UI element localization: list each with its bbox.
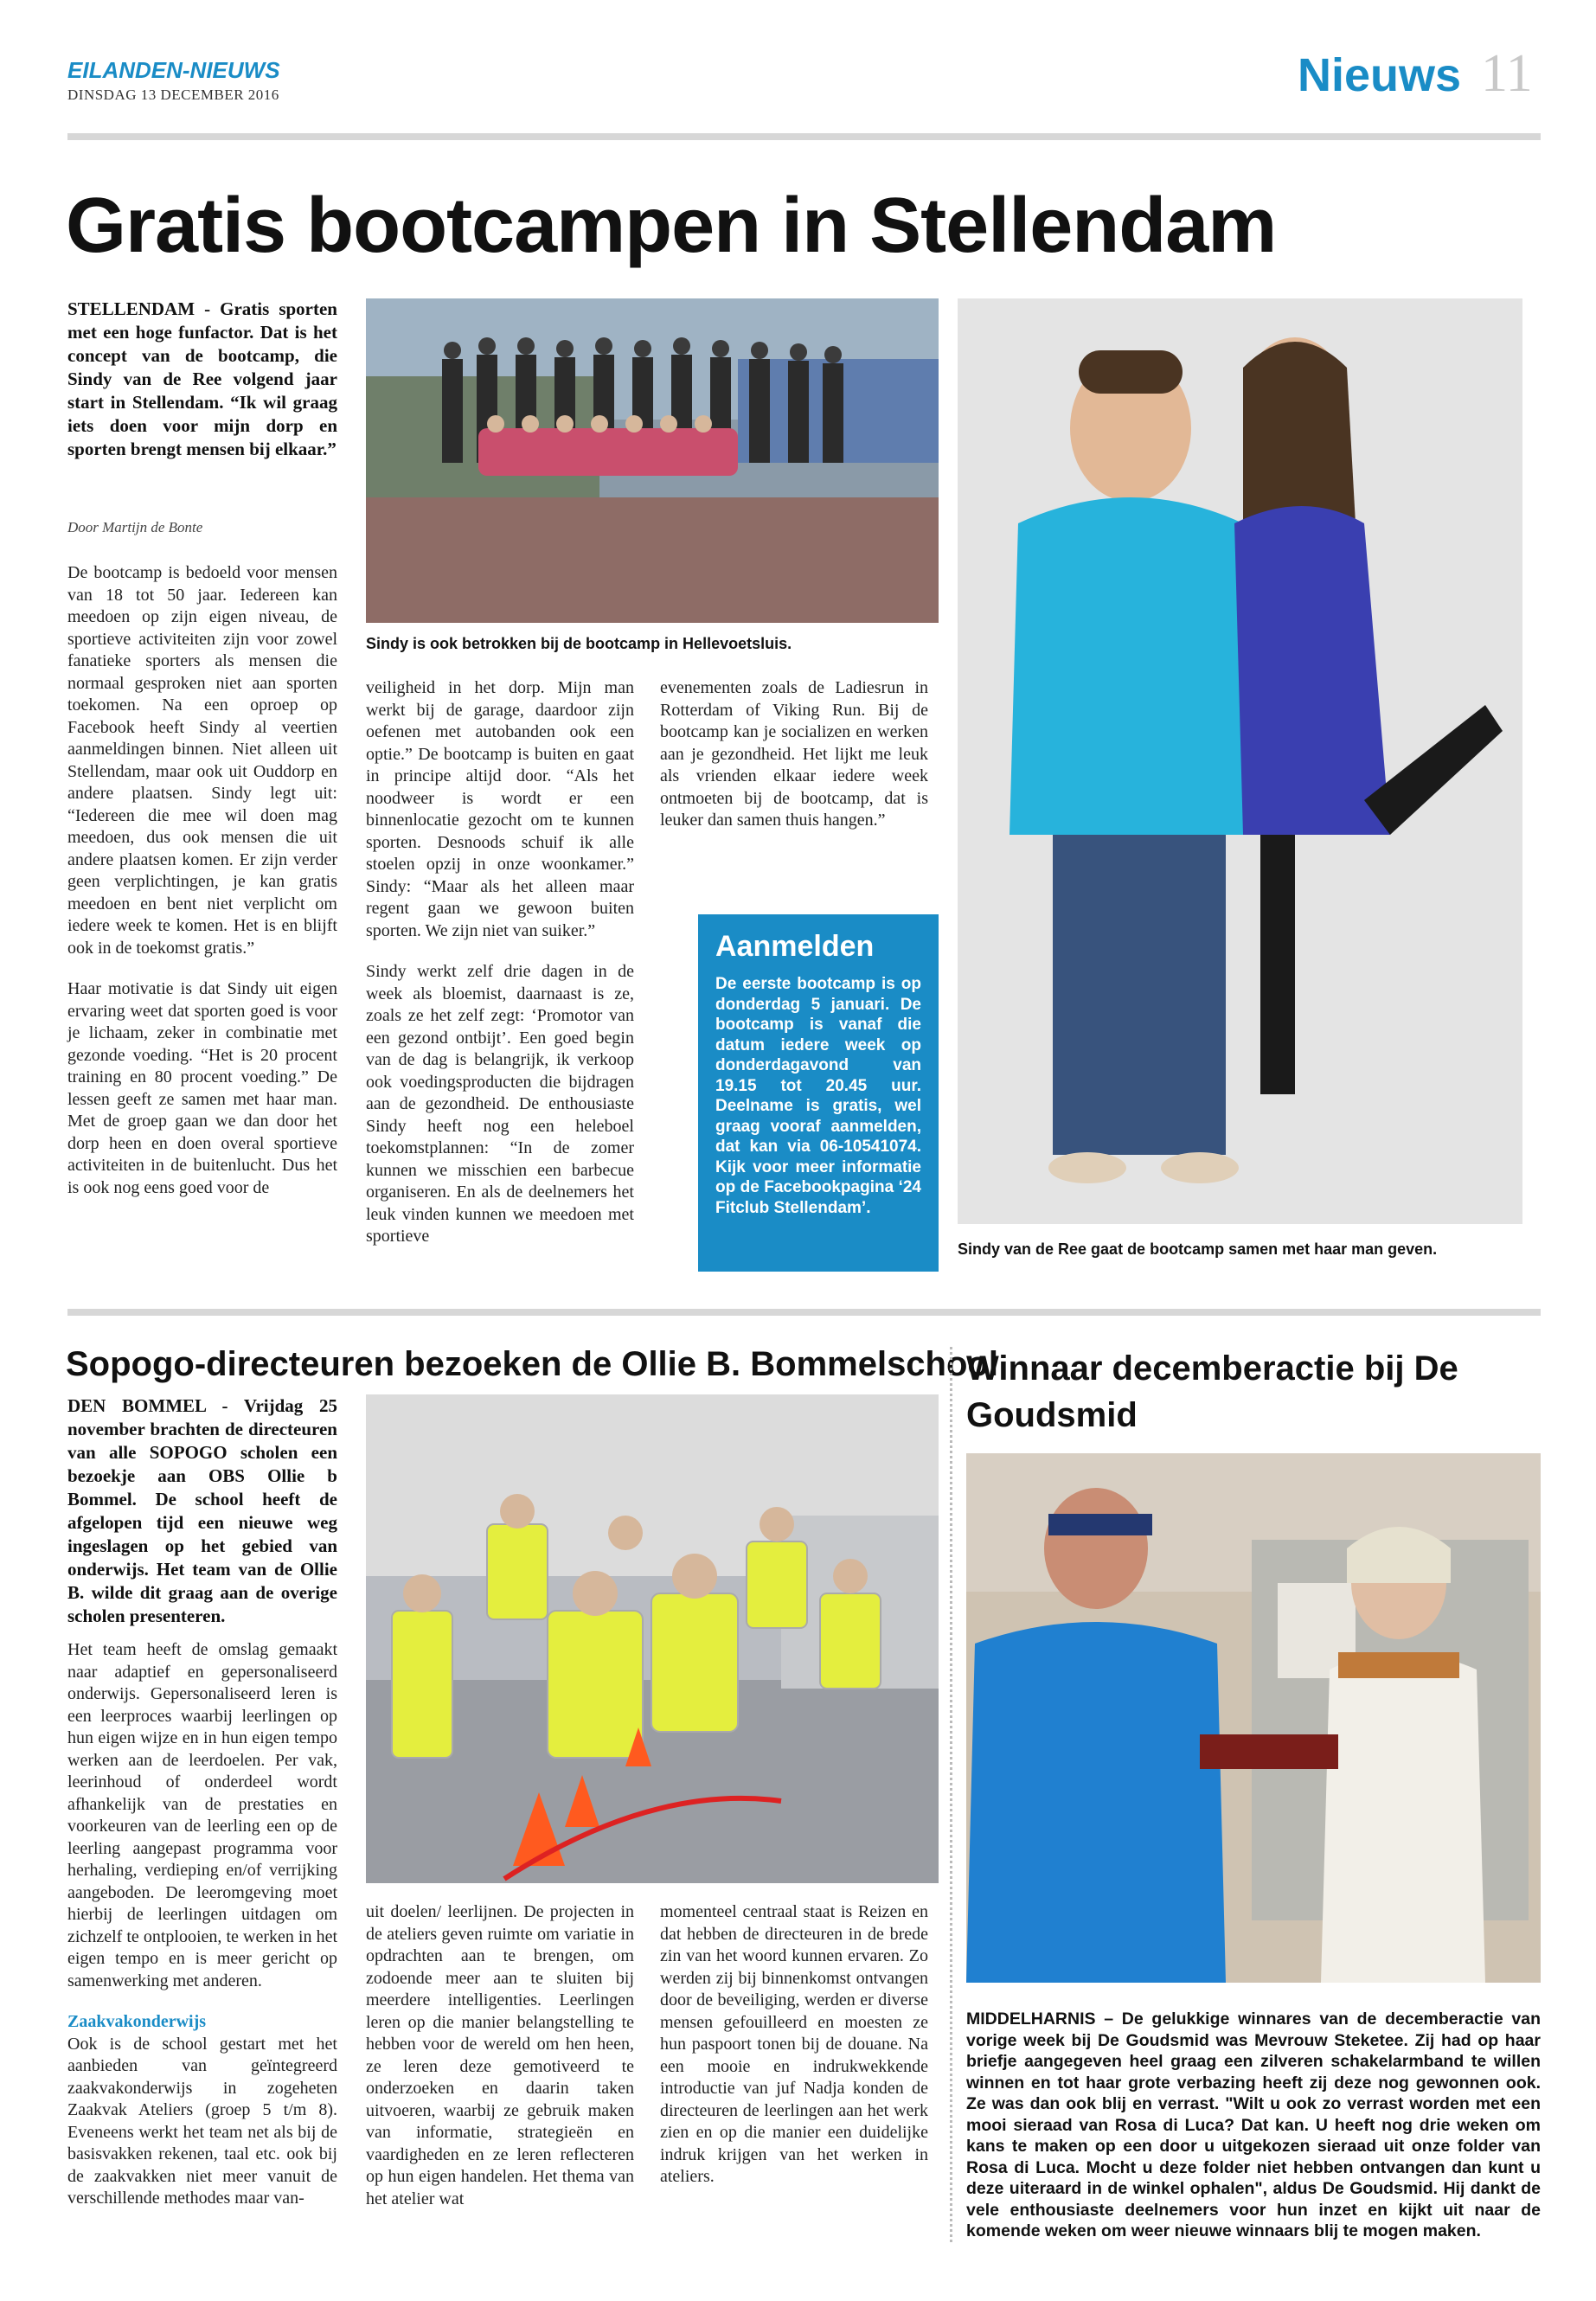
section-title: Nieuws	[1298, 49, 1462, 101]
article2-column-1	[67, 1639, 337, 2229]
paragraph: Haar motivatie is dat Sindy uit eigen ervaring weet dat sporten goed is voor je lichaam, zeker in combinatie met gezonde voeding. “Het is 20 procent training en 80 procent voeding.” De lessen geeft ze samen met haar man. Met de groep gaan we dan door het dorp heen en doen overal sportieve activiteiten in de buitenlucht. Dus het is ook nog eens goed voor de	[67, 979, 337, 1197]
article1-column-1	[67, 562, 337, 1218]
article2-column-3	[660, 1901, 928, 2208]
info-box-title: Aanmelden	[715, 930, 875, 963]
photo-caption: Sindy van de Ree gaat de bootcamp samen met haar man geven.	[958, 1240, 1438, 1258]
headline-bootcamp: Gratis bootcampen in Stellendam	[66, 183, 1277, 269]
info-box-text: De eerste bootcamp is op donderdag 5 januari. De bootcamp is vanaf die datum iedere week op donderdagavond van 19.15 tot 20.45 uur. Deelname is gratis, wel graag vooraf aanmelden, dat kan via 06-10541074. Kijk voor meer informatie op de Facebookpagina ‘24 Fitclub Stellendam’.	[715, 975, 921, 1217]
paragraph: momenteel centraal staat is Reizen en dat hebben de directeuren in de brede zin van het woord kunnen ervaren. Zo werden zij bij binnenkomst ontvangen door de beveiliging, werden er diverse mensen gefouilleerd en moesten ze hun paspoort tonen bij de douane. Na een mooie en indrukwekkende introductie van juf Nadja konden de directeuren de leerlingen aan het werk zien en op die manier een duidelijke indruk krijgen van het werken in ateliers.	[660, 1902, 928, 2186]
article1-column-2	[366, 677, 634, 1267]
article2-column-2	[366, 1901, 634, 2229]
paragraph: veiligheid in het dorp. Mijn man werkt bij de garage, daardoor zijn oefenen met autobanden ook een optie.” De bootcamp is buiten en gaat in principe altijd door. “Als het noodweer is wordt er een binnenlocatie gezocht om te kunnen sporten. Desnoods schuif ik alle stoelen opzij in onze woonkamer.” Sindy: “Maar als het alleen maar regent gaan we gewoon buiten sporten. We zijn niet van suiker.”	[366, 678, 634, 940]
lead-sopogo: DEN BOMMEL - Vrijdag 25 november brachten de directeuren van alle SOPOGO scholen een bezoekje aan OBS Ollie b Bommel. De school heeft de afgelopen tijd een nieuwe weg ingeslagen op het gebied van onderwijs. Het team van de Ollie B. wilde dit graag aan de overige scholen presenteren.	[67, 1395, 337, 1626]
column-divider	[950, 1347, 952, 2242]
page-number: 11	[1481, 44, 1533, 103]
photo-classroom	[366, 1394, 939, 1883]
photo-bootcamp-group	[366, 298, 939, 623]
article1-column-3	[660, 677, 928, 851]
paragraph: De bootcamp is bedoeld voor mensen van 18 tot 50 jaar. Iedereen kan meedoen op zijn eigen niveau, de sportieve activiteiten zijn voor zowel fanatieke sporters als mensen die normaal gesproken niet aan sporten toekomen. Na een oproep op Facebook heeft Sindy al veertien aanmeldingen binnen. Niet alleen uit Stellendam, maar ook uit Ouddorp en andere plaatsen. Sindy legt uit: “Iedereen die mee wil doen mag meedoen, dus ook mensen die uit andere plaatsen komen. Er zijn verder geen verplichtingen, je kan gratis meedoen en bent niet verplicht om iedere week te komen. Het is en blijft ook in de toekomst gratis.”	[67, 563, 337, 958]
photo-caption: Sindy is ook betrokken bij de bootcamp in Hellevoetsluis.	[366, 635, 792, 652]
paragraph: Ook is de school gestart met het aanbieden van geïntegreerd zaakvakonderwijs in zogeheten Zaakvak Ateliers (groep 5 t/m 8). Eveneens werkt het team net als bij de basisvakken rekenen, taal etc. ook bij de zaakvakken niet meer vanuit de verschillende methodes maar van-	[67, 2034, 337, 2208]
photo-couple	[958, 298, 1522, 1224]
paragraph: Het team heeft de omslag gemaakt naar adaptief en gepersonaliseerd onderwijs. Gepersonaliseerd leren is een leerproces waarbij leerlingen op hun eigen wijze en in hun eigen tempo werken aan de leerdoelen. Per vak, leerinhoud of onderdeel wordt afhankelijk van de prestaties en voorkeuren van de leerling een op de leerling aangepast programma voor herhaling, verdieping en/of verrijking aangeboden. De leeromgeving moet hierbij de leerlingen uitdagen om zichzelf te ontplooien, te werken in het eigen tempo en is meer gericht op samenwerking met anderen.	[67, 1640, 337, 1990]
paragraph: evenementen zoals de Ladiesrun in Rotterdam of Viking Run. Bij de bootcamp kan je socializen en werken aan je gezondheid. Het lijkt me leuk als vrienden elkaar iedere week ontmoeten bij de bootcamp, dat is leuker dan samen thuis hangen.”	[660, 678, 928, 830]
byline: Door Martijn de Bonte	[67, 519, 203, 535]
headline-goudsmid: Winnaar decemberactie bij De Goudsmid	[966, 1349, 1458, 1434]
section-rule	[67, 1309, 1541, 1316]
headline-sopogo: Sopogo-directeuren bezoeken de Ollie B. Bommelschool	[66, 1345, 998, 1383]
issue-date: DINSDAG 13 DECEMBER 2016	[67, 87, 279, 103]
paragraph: uit doelen/ leerlijnen. De projecten in de ateliers geven ruimte om variatie in opdrachten aan te brengen, om zodoende meer aan te sluiten bij meerdere intelligenties. Leerlingen leren op die manier belangstelling te hebben voor de wereld om hen heen, ze leren deze gemotiveerd te onderzoeken en daarin taken uitvoeren, waarbij ze gebruik maken van informatie, strategieën en vaardigheden en ze leren reflecteren op hun eigen handelen. Het thema van het atelier wat	[366, 1902, 634, 2208]
photo-goudsmid-winner	[966, 1453, 1541, 1983]
header-rule	[67, 133, 1541, 140]
masthead-logo: EILANDEN-NIEUWS	[67, 57, 280, 83]
subhead: Zaakvakonderwijs	[67, 2012, 207, 2031]
lead-bootcamp: STELLENDAM - Gratis sporten met een hoge funfactor. Dat is het concept van de bootcamp, die Sindy van de Ree volgend jaar start in Stellendam. “Ik wil graag iets doen voor mijn dorp en sporten brengt mensen bij elkaar.”	[67, 298, 337, 459]
paragraph: Sindy werkt zelf drie dagen in de week als bloemist, daarnaast is ze, zoals ze het zelf zegt: ‘Promotor van een gezond ontbijt’. Een goed begin van de dag is belangrijk, ik verkoop ook voedingsproducten die bijdragen aan de gezondheid. De enthousiaste Sindy heeft nog een heleboel toekomstplannen: “In de zomer kunnen we misschien een barbecue organiseren. En als de deelnemers het leuk vinden kunnen we meedoen met sportieve	[366, 962, 634, 1246]
goudsmid-article-text: MIDDELHARNIS – De gelukkige winnares van de decemberactie van vorige week bij De Goudsmid was Mevrouw Steketee. Zij had op haar briefje aangegeven heel graag een zilveren schakelarmband te willen winnen en tot haar grote verbazing heeft zij deze nog gewonnen ook. Ze was dan ook blij en verrast. "Wilt u ook zo verrast worden met een mooi sieraad van Rosa di Luca? Dat kan. U heeft nog drie weken om kans te maken op een door u uitgekozen sieraad uit onze folder van Rosa di Luca. Mocht u deze folder niet hebben ontvangen dan kunt u deze uiteraard in de winkel ophalen", aldus De Goudsmid. Hij dankt de vele enthousiaste deelnemers voor hun inzet en kijkt uit naar de komende weken om weer nieuwe winnaars blij te mogen maken.	[966, 2009, 1541, 2240]
info-box-aanmelden	[698, 914, 939, 1272]
